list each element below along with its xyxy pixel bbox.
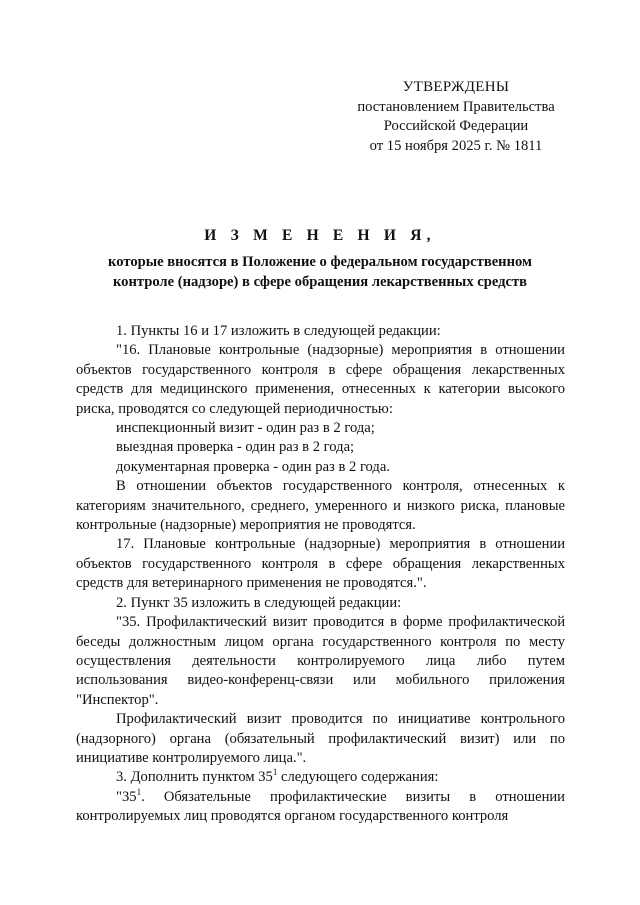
heading-title: И З М Е Н Е Н И Я, <box>204 227 436 244</box>
text-fragment: . Обязательные профилактические визиты в отношении контролируемых лиц проводятся органом государственного контроля <box>76 788 565 825</box>
heading-subtitle-line: контроле (надзоре) в сфере обращения лекарственных средств <box>112 273 528 290</box>
heading-subtitle-line: которые вносятся в Положение о федеральном государственном <box>108 254 532 270</box>
document-body <box>76 322 565 827</box>
text-fragment: следующего содержания: <box>277 769 439 786</box>
approval-date-number: от 15 ноября 2025 г. № 1811 <box>369 137 543 154</box>
document-heading <box>76 225 564 292</box>
list-item: выездная проверка - один раз в 2 года; <box>116 439 355 456</box>
paragraph-point-35: "35. Профилактический визит проводится в форме профилактической беседы должностным лицом органа государственного контроля по месту осуществления деятельности контролируемого лица либо путем использования видео-конференц-связи или мобильного приложения "Инспектор". <box>76 614 565 708</box>
list-item: инспекционный визит - один раз в 2 года; <box>116 420 375 437</box>
paragraph-visit-initiative: Профилактический визит проводится по инициативе контрольного (надзорного) органа (обязательный профилактический визит) или по инициативе контролируемого лица.". <box>76 711 565 766</box>
approval-line: Российской Федерации <box>383 118 529 134</box>
paragraph-point-35-1 <box>76 788 565 827</box>
superscript: 1 <box>136 786 142 797</box>
approval-block <box>300 78 612 156</box>
paragraph-item-1: 1. Пункты 16 и 17 изложить в следующей редакции: <box>116 323 441 339</box>
superscript: 1 <box>272 767 278 778</box>
heading-subtitle <box>76 253 564 292</box>
paragraph-point-17: 17. Плановые контрольные (надзорные) мероприятия в отношении объектов государственного контроля в сфере обращения лекарственных средств для ветеринарного применения не проводятся.". <box>76 536 565 592</box>
text-fragment: "35 <box>116 788 137 805</box>
list-item: документарная проверка - один раз в 2 года. <box>116 458 390 475</box>
text-fragment: 3. Дополнить пунктом 35 <box>116 769 273 786</box>
paragraph-point-16: "16. Плановые контрольные (надзорные) мероприятия в отношении объектов государственного контроля в сфере обращения лекарственных средств для медицинского применения, отнесенных к категории высокого риска, проводятся со следующей периодичностью: <box>76 342 565 417</box>
paragraph-other-risk: В отношении объектов государственного контроля, отнесенных к категориям значительного, среднего, умеренного и низкого риска, плановые контрольные (надзорные) мероприятия не проводятся. <box>76 478 565 534</box>
approval-title: УТВЕРЖДЕНЫ <box>402 79 510 95</box>
approval-line: постановлением Правительства <box>357 98 555 115</box>
paragraph-item-3 <box>76 768 565 787</box>
paragraph-item-2: 2. Пункт 35 изложить в следующей редакции: <box>116 594 402 611</box>
